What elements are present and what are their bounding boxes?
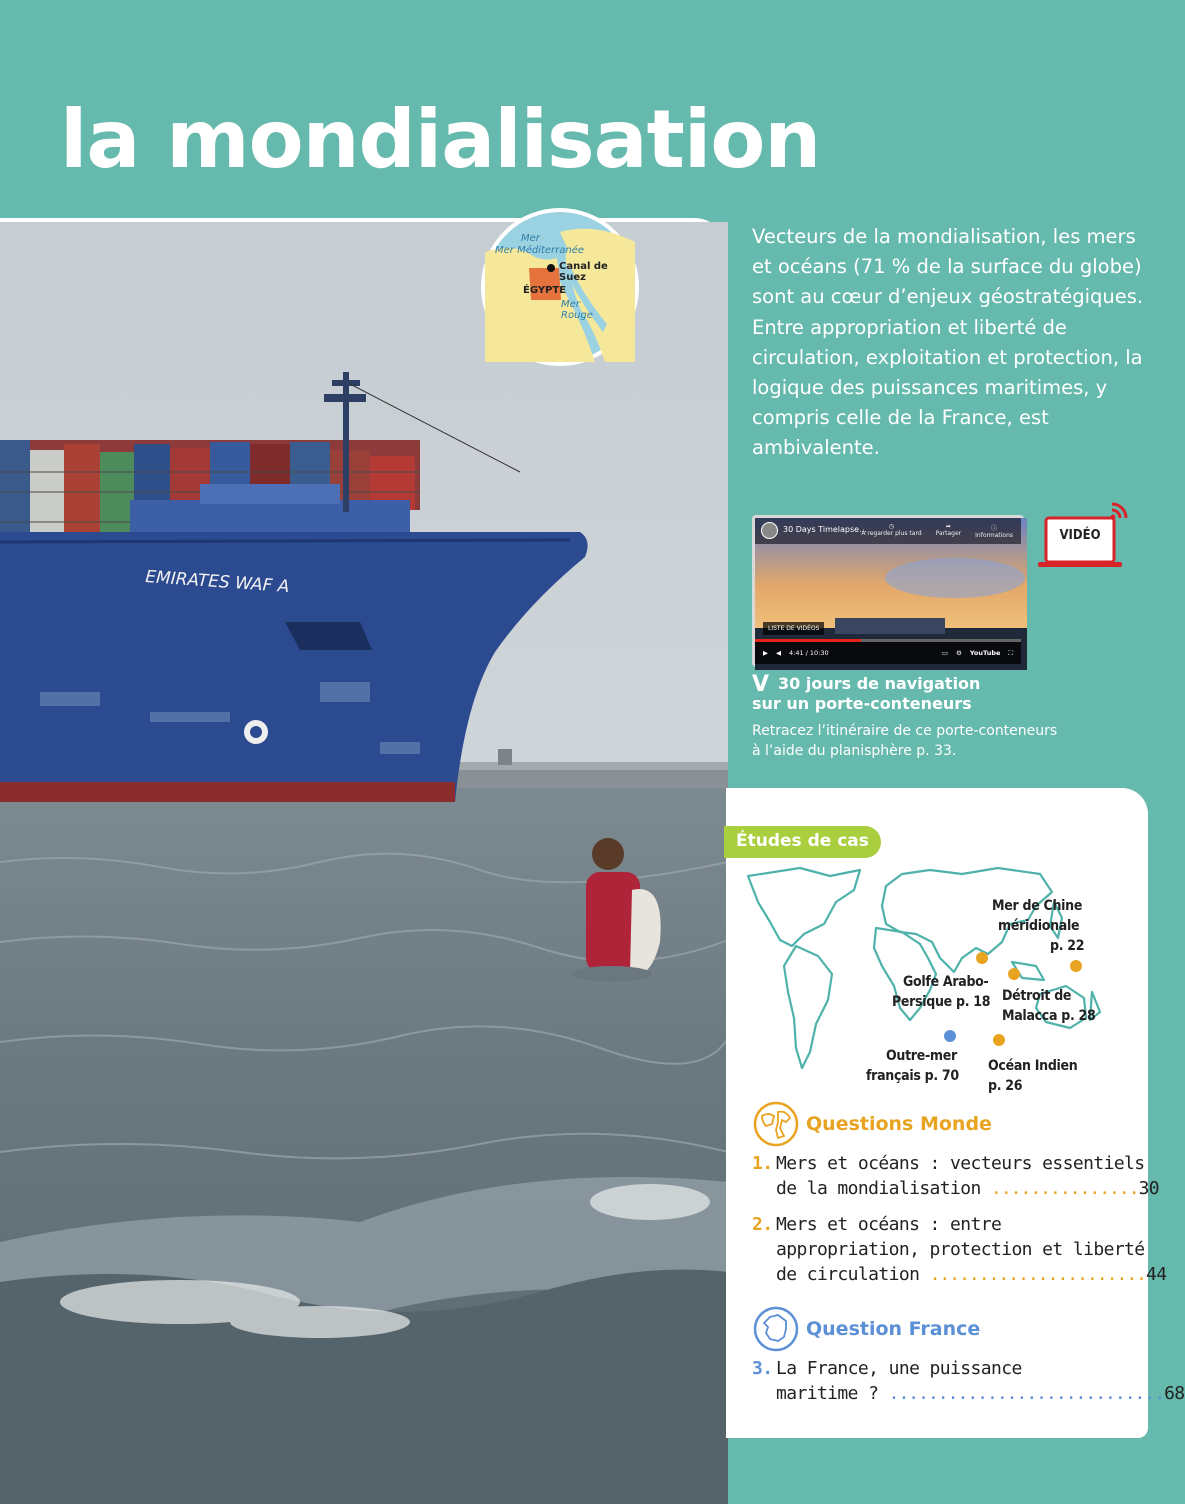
video-caption-desc-1: Retracez l’itinéraire de ce porte-conteneurs xyxy=(752,723,1058,739)
arrow-down-icon: V xyxy=(752,672,770,697)
question-3-page: 68 xyxy=(1164,1383,1185,1404)
world-map xyxy=(740,862,1120,1096)
label-chine-2: méridionale xyxy=(998,918,1080,934)
label-malacca-2: Malacca p. 28 xyxy=(1002,1008,1096,1024)
container-ship-photo xyxy=(0,218,728,1500)
watch-later-button[interactable]: ◷ À regarder plus tard xyxy=(861,523,922,537)
video-player[interactable] xyxy=(752,515,1024,667)
label-golfe-2: Persique p. 18 xyxy=(892,994,991,1010)
subtitles-icon[interactable]: ▭ xyxy=(941,649,948,657)
label-egypt: ÉGYPTE xyxy=(523,285,567,296)
question-1-page: 30 xyxy=(1138,1178,1160,1199)
play-icon[interactable]: ▶ xyxy=(763,649,768,657)
case-dot-indien xyxy=(993,1034,1005,1046)
share-button[interactable]: ➦ Partager xyxy=(935,523,962,537)
label-sea-med: Mer Méditerranée xyxy=(495,245,585,256)
video-caption-desc-2: à l’aide du planisphère p. 33. xyxy=(752,743,957,759)
info-button[interactable]: ⓘ Informations xyxy=(975,525,1013,539)
question-2[interactable]: 2. Mers et océans : entre appropriation, protection et liberté de circulation ......................44 xyxy=(752,1214,1167,1285)
video-title: 30 Days Timelapse... xyxy=(783,525,867,534)
question-france-heading xyxy=(752,1305,980,1353)
video-caption-title-1: 30 jours de navigation xyxy=(778,674,981,693)
label-chine-3: p. 22 xyxy=(1050,938,1085,954)
playlist-button[interactable]: LISTE DE VIDÉOS xyxy=(763,622,824,635)
label-chine-1: Mer de Chine xyxy=(992,898,1083,914)
info-icon: ⓘ xyxy=(991,525,998,532)
question-2-page: 44 xyxy=(1146,1264,1167,1285)
case-dot-malacca xyxy=(1008,968,1020,980)
locator-map xyxy=(481,208,639,366)
label-malacca-1: Détroit de xyxy=(1002,988,1072,1004)
video-caption xyxy=(752,674,1057,761)
question-1[interactable]: 1. Mers et océans : vecteurs essentiels de la mondialisation ...............30 xyxy=(752,1153,1160,1199)
volume-icon[interactable]: ◀ xyxy=(776,649,781,657)
page-title: la mondialisation xyxy=(60,93,821,186)
label-golfe-1: Golfe Arabo- xyxy=(903,974,989,990)
video-title-bar xyxy=(755,518,1021,544)
france-map-icon xyxy=(752,1305,800,1353)
label-sea-med-1: Mer xyxy=(521,233,540,244)
globe-icon xyxy=(752,1100,800,1148)
video-badge[interactable] xyxy=(1038,500,1130,572)
questions-monde-heading xyxy=(752,1100,992,1148)
ship-name: EMIRATES WAF A xyxy=(144,567,291,598)
fullscreen-icon[interactable]: ⛶ xyxy=(1008,648,1013,657)
settings-icon[interactable]: ⚙ xyxy=(955,649,962,657)
youtube-logo[interactable]: YouTube xyxy=(969,649,1001,657)
case-dot-chine xyxy=(1070,960,1082,972)
intro-text: Vecteurs de la mondialisation, les mers et océans (71 % de la surface du globe) sont au cœur d’enjeux géostratégiques. Entre appropriation et liberté de circulation, exploitation et protection, la logique des puissances maritimes, y compris celle de la France, est ambivalente. xyxy=(752,225,1144,460)
channel-avatar xyxy=(761,522,778,539)
case-studies-tab: Études de cas xyxy=(724,826,881,858)
video-badge-label: VIDÉO xyxy=(1059,528,1101,543)
question-france-title: Question France xyxy=(806,1318,981,1340)
questions-monde-title: Questions Monde xyxy=(806,1113,992,1135)
label-indien-2: p. 26 xyxy=(988,1078,1023,1094)
clock-icon: ◷ xyxy=(888,523,895,530)
time-readout: 4:41 / 10:30 xyxy=(789,649,829,657)
question-3[interactable]: 3. La France, une puissance maritime ? ............................68 xyxy=(752,1358,1185,1404)
share-icon: ➦ xyxy=(945,523,951,530)
label-suez: Canal de Suez xyxy=(559,261,608,283)
label-red-sea: Mer Rouge xyxy=(561,299,593,321)
video-caption-title-2: sur un porte-conteneurs xyxy=(752,694,972,713)
player-controls xyxy=(755,642,1021,664)
label-outremer-1: Outre-mer xyxy=(886,1048,957,1064)
label-indien-1: Océan Indien xyxy=(988,1058,1078,1074)
case-dot-outremer xyxy=(944,1030,956,1042)
case-dot-golfe xyxy=(976,952,988,964)
label-outremer-2: français p. 70 xyxy=(866,1068,959,1084)
